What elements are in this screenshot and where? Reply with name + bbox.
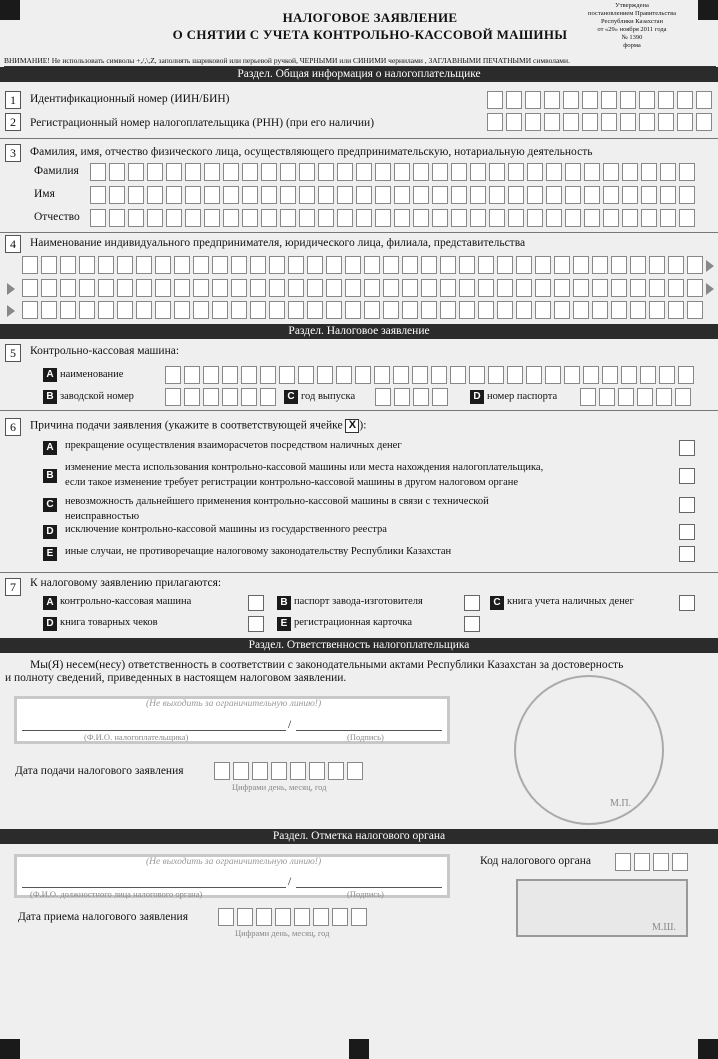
rnn-cells[interactable] (487, 113, 715, 131)
attach-card-checkbox[interactable] (464, 616, 480, 632)
attach-receipts-checkbox[interactable] (248, 616, 264, 632)
letter-e: E (277, 617, 291, 631)
submission-date-hint: Цифрами день, месяц, год (232, 782, 327, 792)
officer-fio-caption: (Ф.И.О. должностного лица налогового органа) (30, 889, 203, 899)
kkm-passport-label: номер паспорта (487, 391, 558, 402)
warning-text: ВНИМАНИЕ! Не использовать символы +,/,\,Z, заполнять шариковой или перьевой ручкой, ЧЕРНЫМИ или СИНИМИ чернилами , ЗАГЛАВНЫМИ ПЕЧАТНЫМИ символами. (4, 56, 716, 67)
registration-mark (0, 0, 20, 20)
submission-date-cells[interactable] (214, 762, 366, 780)
taxpayer-stamp-area (514, 675, 664, 825)
letter-c: C (490, 596, 504, 610)
x-mark-sample: X (345, 419, 359, 433)
letter-c: C (43, 498, 57, 512)
reason-c-text-line1: невозможность дальнейшего применения контрольно-кассовой машины в связи с технической (65, 496, 489, 507)
letter-d: D (470, 390, 484, 404)
field-number-6: 6 (5, 418, 21, 436)
letter-a: A (43, 441, 57, 455)
attach-kkm-checkbox[interactable] (248, 595, 264, 611)
letter-b: B (277, 596, 291, 610)
slash-separator: / (288, 719, 292, 731)
name-cells[interactable] (90, 186, 698, 204)
boundary-hint: (Не выходить за ограничительную линию!) (146, 699, 322, 709)
attach-card-label: регистрационная карточка (294, 617, 412, 628)
continue-arrow-icon (706, 283, 714, 295)
officer-sign-line (296, 887, 442, 888)
officer-sign-caption: (Подпись) (347, 889, 384, 899)
reason-c-checkbox[interactable] (679, 497, 695, 513)
letter-d: D (43, 525, 57, 539)
submission-date-label: Дата подачи налогового заявления (15, 765, 184, 777)
kkm-serial-cells[interactable] (165, 388, 279, 406)
kkm-name-cells[interactable] (165, 366, 697, 384)
reason-a-text: прекращение осуществления взаиморасчетов посредством наличных денег (65, 440, 402, 451)
taxpayer-sign-line (296, 730, 442, 731)
attach-passport-label: паспорт завода-изготовителя (294, 596, 423, 607)
acceptance-date-cells[interactable] (218, 908, 370, 926)
letter-c: C (284, 390, 298, 404)
officer-fio-line (22, 887, 286, 888)
taxpayer-fio-line (22, 730, 286, 731)
letter-b: B (43, 390, 57, 404)
reason-e-checkbox[interactable] (679, 546, 695, 562)
field-number-3: 3 (5, 144, 21, 162)
acceptance-date-hint: Цифрами день, месяц, год (235, 928, 330, 938)
rnn-label: Регистрационный номер налогоплательщика (РНН) (при его наличии) (30, 117, 375, 129)
attach-passport-checkbox[interactable] (464, 595, 480, 611)
divider (0, 138, 718, 139)
reason-d-checkbox[interactable] (679, 524, 695, 540)
continue-arrow-icon (706, 260, 714, 272)
divider (0, 410, 718, 411)
reason-b-checkbox[interactable] (679, 468, 695, 484)
kkm-passport-cells[interactable] (580, 388, 694, 406)
reason-label: Причина подачи заявления (укажите в соответствующей ячейке X ): (30, 419, 367, 432)
kkm-name-label: наименование (60, 369, 124, 380)
slash-separator: / (288, 876, 292, 888)
reason-c-text-line2: неисправностью (65, 511, 140, 522)
tax-code-cells[interactable] (615, 853, 691, 871)
surname-cells[interactable] (90, 163, 698, 181)
fio-label: Фамилия, имя, отчество физического лица, осуществляющего предпринимательскую, нотариальную деятельность (30, 146, 593, 158)
stamp-caption: М.П. (610, 798, 632, 809)
taxpayer-fio-caption: (Ф.И.О. налогоплательщика) (84, 732, 189, 742)
iin-cells[interactable] (487, 91, 715, 109)
tax-code-label: Код налогового органа (480, 855, 592, 867)
letter-e: E (43, 547, 57, 561)
reason-a-checkbox[interactable] (679, 440, 695, 456)
responsibility-text-line1: Мы(Я) несем(несу) ответственность в соответствии с законодательными актами Республики Казахстан за достоверность (30, 659, 624, 671)
kkm-serial-label: заводской номер (60, 391, 134, 402)
surname-label: Фамилия (34, 165, 79, 177)
continue-arrow-icon (7, 283, 15, 295)
org-name-label: Наименование индивидуального предпринимателя, юридического лица, филиала, представительства (30, 237, 526, 249)
letter-a: A (43, 368, 57, 382)
approval-note: Утверждена постановлением Правительства Республики Казахстан от «29» ноября 2011 года № 1390 форма (588, 2, 676, 49)
kkm-label: Контрольно-кассовая машина: (30, 345, 180, 357)
field-number-2: 2 (5, 113, 21, 131)
reason-e-text: иные случаи, не противоречащие налоговому законодательству Республики Казахстан (65, 546, 452, 557)
attach-kkm-label: контрольно-кассовая машина (60, 596, 192, 607)
form-title-line1: НАЛОГОВОЕ ЗАЯВЛЕНИЕ (282, 10, 458, 25)
registration-mark (698, 1039, 718, 1059)
acceptance-date-label: Дата приема налогового заявления (18, 911, 188, 923)
registration-mark (0, 1039, 20, 1059)
form-title-line2: О СНЯТИИ С УЧЕТА КОНТРОЛЬНО-КАССОВОЙ МАШИНЫ (172, 27, 568, 42)
name-label: Имя (34, 188, 55, 200)
registration-mark (698, 0, 718, 20)
stamp-caption: М.Ш. (652, 922, 676, 933)
reason-b-text-line1: изменение места использования контрольно-кассовой машины или места нахождения налогоплательщика, (65, 462, 544, 473)
patronymic-label: Отчество (34, 211, 80, 223)
attach-cashbook-label: книга учета наличных денег (507, 596, 634, 607)
patronymic-cells[interactable] (90, 209, 698, 227)
boundary-hint: (Не выходить за ограничительную линию!) (146, 857, 322, 867)
kkm-year-label: год выпуска (301, 391, 356, 402)
reason-d-text: исключение контрольно-кассовой машины из государственного реестра (65, 524, 387, 535)
iin-label: Идентификационный номер (ИИН/БИН) (30, 93, 230, 105)
divider (0, 232, 718, 233)
attachments-label: К налоговому заявлению прилагаются: (30, 577, 222, 589)
attach-cashbook-checkbox[interactable] (679, 595, 695, 611)
reason-b-text-line2: если такое изменение требует регистрации контрольно-кассовой машины в другом налоговом органе (65, 477, 519, 488)
responsibility-text-line2: и полноту сведений, приведенных в настоящем налоговом заявлении. (5, 672, 347, 684)
registration-mark (349, 1039, 369, 1059)
letter-d: D (43, 617, 57, 631)
section-statement-header: Раздел. Налоговое заявление (0, 324, 718, 339)
taxpayer-sign-caption: (Подпись) (347, 732, 384, 742)
field-number-4: 4 (5, 235, 21, 253)
continue-arrow-icon (7, 305, 15, 317)
kkm-year-cells[interactable] (375, 388, 451, 406)
attach-receipts-label: книга товарных чеков (60, 617, 158, 628)
org-name-row3[interactable] (22, 301, 706, 319)
section-general-header: Раздел. Общая информация о налогоплательщике (0, 67, 718, 82)
field-number-5: 5 (5, 344, 21, 362)
org-name-row2[interactable] (22, 279, 706, 297)
letter-b: B (43, 469, 57, 483)
section-tax-authority-header: Раздел. Отметка налогового органа (0, 829, 718, 844)
org-name-row1[interactable] (22, 256, 706, 274)
section-responsibility-header: Раздел. Ответственность налогоплательщика (0, 638, 718, 653)
letter-a: A (43, 596, 57, 610)
field-number-7: 7 (5, 578, 21, 596)
divider (0, 572, 718, 573)
field-number-1: 1 (5, 91, 21, 109)
